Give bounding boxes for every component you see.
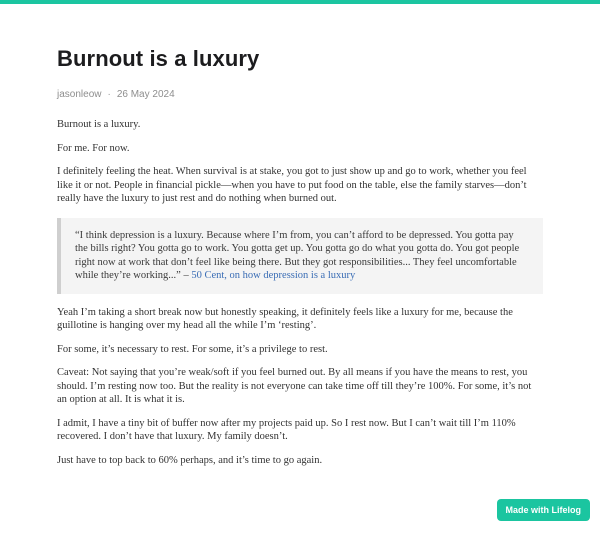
- blockquote: [57, 218, 543, 294]
- paragraph: Burnout is a luxury.: [57, 119, 141, 130]
- byline: [57, 89, 543, 100]
- post-container: [57, 4, 543, 467]
- page-title: Burnout is a luxury: [57, 46, 260, 71]
- paragraph: Just have to top back to 60% perhaps, and it’s time to go again.: [57, 454, 323, 466]
- paragraph: I admit, I have a tiny bit of buffer now after my projects paid up. So I rest now. But I can’t wait till I’m 110% recovered. I don’t have that luxury. My family doesn’t.: [57, 417, 516, 442]
- post-body: [57, 118, 543, 467]
- paragraph: For me. For now.: [57, 142, 130, 154]
- publish-date: 26 May 2024: [116, 89, 175, 100]
- paragraph: Yeah I’m taking a short break now but honestly speaking, it definitely feels like a luxury for me, because the guillotine is hanging over my head all the while I’m ‘resting’.: [57, 306, 513, 331]
- made-with-lifelog-badge[interactable]: Made with Lifelog: [497, 499, 591, 521]
- paragraph: Caveat: Not saying that you’re weak/soft if you feel burned out. By all means if you have the means to rest, you should. I’m resting now too. But the reality is not everyone can take time off till they’re 100%. For some, it’s not an option at all. It is what it is.: [57, 367, 532, 405]
- byline-separator-dot: ·: [107, 89, 111, 100]
- quote-source-link[interactable]: 50 Cent, on how depression is a luxury: [191, 270, 356, 281]
- author-name: jasonleow: [57, 89, 102, 100]
- paragraph: I definitely feeling the heat. When survival is at stake, you got to just show up and go to work, whether you feel like it or not. People in financial pickle—when you have to put food on the table, else the family starves—don’t really have the luxury to just rest and do nothing when burned out.: [57, 166, 527, 204]
- quote-text: “I think depression is a luxury. Because where I’m from, you can’t afford to be depressed. You gotta pay the bills right? You gotta go to work. You gotta get up. You gotta go do what you gotta do. You got people right now at work that don’t feel like being there. But they got responsibilities... They feel uncomfortable while they’re working...” –: [75, 229, 520, 281]
- paragraph: For some, it’s necessary to rest. For some, it’s a privilege to rest.: [57, 343, 328, 355]
